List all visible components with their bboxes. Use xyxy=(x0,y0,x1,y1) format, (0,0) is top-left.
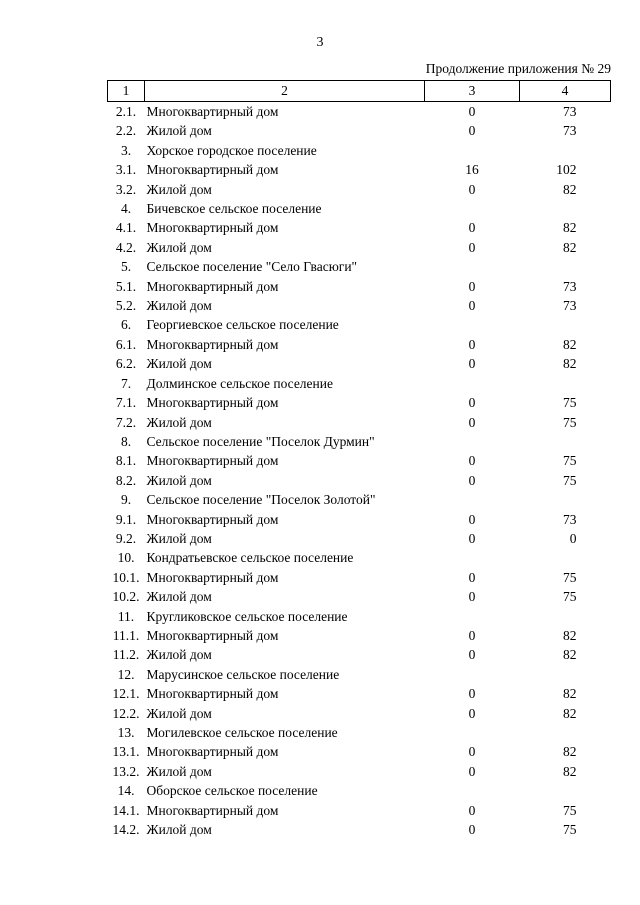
row-name: Кондратьевское сельское поселение xyxy=(146,550,354,566)
row-value-col3 xyxy=(425,607,520,626)
table-row xyxy=(108,432,611,451)
row-name: Жилой дом xyxy=(146,414,212,430)
table-row xyxy=(108,510,611,529)
table-row xyxy=(108,141,611,160)
row-value-col3: 0 xyxy=(468,356,476,372)
row-name: Кругликовское сельское поселение xyxy=(146,608,348,624)
row-value-col4: 73 xyxy=(563,511,577,527)
row-number: 3.2. xyxy=(115,181,137,197)
row-value-col4: 82 xyxy=(563,705,577,721)
row-number: 14.2. xyxy=(112,822,140,838)
row-value-col3 xyxy=(425,548,520,567)
row-name: Бичевское сельское поселение xyxy=(146,201,322,217)
table-row xyxy=(108,490,611,509)
header-cell-1: 1 xyxy=(108,81,145,102)
table-row xyxy=(108,762,611,781)
row-value-col3: 0 xyxy=(468,181,476,197)
row-number: 13.1. xyxy=(112,744,140,760)
row-value-col4: 82 xyxy=(563,239,577,255)
row-number: 6.1. xyxy=(115,336,137,352)
row-number: 8.1. xyxy=(115,453,137,469)
row-value-col4 xyxy=(520,548,611,567)
table-row xyxy=(108,587,611,606)
row-value-col3: 0 xyxy=(468,278,476,294)
row-name: Многоквартирный дом xyxy=(146,162,279,178)
row-number: 5.1. xyxy=(115,278,137,294)
table-row xyxy=(108,374,611,393)
row-value-col4: 82 xyxy=(563,220,577,236)
row-number: 8.2. xyxy=(115,472,137,488)
row-value-col3: 0 xyxy=(468,530,476,546)
row-value-col4: 82 xyxy=(563,627,577,643)
row-value-col4: 75 xyxy=(563,414,577,430)
row-number: 4. xyxy=(120,201,132,217)
row-value-col3 xyxy=(425,257,520,276)
table-row xyxy=(108,665,611,684)
row-value-col3: 0 xyxy=(468,220,476,236)
table-row xyxy=(108,277,611,296)
row-name: Долминское сельское поселение xyxy=(146,375,333,391)
row-value-col3 xyxy=(425,665,520,684)
row-number: 4.1. xyxy=(115,220,137,236)
table-row xyxy=(108,568,611,587)
row-name: Многоквартирный дом xyxy=(146,627,279,643)
row-name: Многоквартирный дом xyxy=(146,104,279,119)
row-number: 3.1. xyxy=(115,162,137,178)
table-row xyxy=(108,529,611,548)
row-name: Марусинское сельское поселение xyxy=(146,666,340,682)
row-name: Многоквартирный дом xyxy=(146,220,279,236)
row-value-col3: 0 xyxy=(468,802,476,818)
row-number: 12.1. xyxy=(112,686,140,702)
table-row xyxy=(108,451,611,470)
row-value-col4 xyxy=(520,315,611,334)
row-name: Многоквартирный дом xyxy=(146,511,279,527)
row-name: Многоквартирный дом xyxy=(146,802,279,818)
row-value-col4: 75 xyxy=(563,802,577,818)
header-cell-2: 2 xyxy=(145,81,425,102)
row-name: Многоквартирный дом xyxy=(146,395,279,411)
row-value-col4 xyxy=(520,490,611,509)
table-row xyxy=(108,548,611,567)
row-value-col3: 0 xyxy=(468,744,476,760)
row-number: 5. xyxy=(120,259,132,275)
table-row xyxy=(108,626,611,645)
row-name: Многоквартирный дом xyxy=(146,336,279,352)
row-name: Многоквартирный дом xyxy=(146,686,279,702)
row-value-col4: 75 xyxy=(563,589,577,605)
row-number: 9. xyxy=(120,492,132,508)
table-row xyxy=(108,801,611,820)
table-row xyxy=(108,102,611,122)
row-value-col4: 82 xyxy=(563,336,577,352)
table-row xyxy=(108,393,611,412)
row-name: Жилой дом xyxy=(146,589,212,605)
row-value-col3 xyxy=(425,141,520,160)
row-name: Жилой дом xyxy=(146,763,212,779)
row-number: 8. xyxy=(120,433,132,449)
row-value-col4: 82 xyxy=(563,181,577,197)
row-name: Могилевское сельское поселение xyxy=(146,725,338,740)
table-row xyxy=(108,199,611,218)
row-name: Жилой дом xyxy=(146,181,212,197)
row-number: 2.2. xyxy=(115,123,137,139)
table-row xyxy=(108,180,611,199)
table-body xyxy=(108,102,611,840)
row-number: 11.2. xyxy=(112,647,140,663)
row-number: 10.1. xyxy=(112,569,140,585)
header-row xyxy=(108,81,611,102)
row-name: Многоквартирный дом xyxy=(146,569,279,585)
row-name: Жилой дом xyxy=(146,647,212,663)
row-value-col4: 75 xyxy=(563,569,577,585)
header-cell-4: 4 xyxy=(520,81,611,102)
row-name: Оборское сельское поселение xyxy=(146,783,318,799)
row-value-col3: 0 xyxy=(468,472,476,488)
page-number: 3 xyxy=(316,35,324,50)
row-number: 10. xyxy=(117,550,135,566)
row-value-col3: 0 xyxy=(468,414,476,430)
row-value-col3: 0 xyxy=(468,705,476,721)
row-name: Многоквартирный дом xyxy=(146,453,279,469)
table-row xyxy=(108,742,611,761)
row-number: 10.2. xyxy=(112,589,140,605)
row-value-col4: 102 xyxy=(556,162,577,178)
data-table xyxy=(107,80,611,839)
row-number: 12.2. xyxy=(112,705,140,721)
row-value-col3 xyxy=(425,199,520,218)
row-number: 6. xyxy=(120,317,132,333)
row-number: 12. xyxy=(117,666,135,682)
row-value-col4: 82 xyxy=(563,647,577,663)
row-value-col4: 82 xyxy=(563,744,577,760)
table-row xyxy=(108,315,611,334)
row-value-col4 xyxy=(520,665,611,684)
row-value-col3: 0 xyxy=(468,822,476,838)
row-value-col4 xyxy=(520,257,611,276)
row-value-col3: 0 xyxy=(468,104,476,119)
row-value-col3 xyxy=(425,374,520,393)
row-value-col3: 0 xyxy=(468,763,476,779)
row-value-col4: 75 xyxy=(563,395,577,411)
row-value-col4: 73 xyxy=(563,298,577,314)
row-value-col3 xyxy=(425,432,520,451)
header-cell-3: 3 xyxy=(425,81,520,102)
table-row xyxy=(108,607,611,626)
table-row xyxy=(108,781,611,800)
row-value-col4: 82 xyxy=(563,356,577,372)
row-number: 3. xyxy=(120,142,132,158)
table-row xyxy=(108,257,611,276)
row-value-col4 xyxy=(520,781,611,800)
row-number: 9.1. xyxy=(115,511,137,527)
row-name: Многоквартирный дом xyxy=(146,744,279,760)
row-value-col3: 0 xyxy=(468,589,476,605)
row-value-col4: 73 xyxy=(563,104,577,119)
row-number: 5.2. xyxy=(115,298,137,314)
row-value-col4 xyxy=(520,374,611,393)
table-row xyxy=(108,335,611,354)
row-number: 14.1. xyxy=(112,802,140,818)
row-value-col4: 75 xyxy=(563,822,577,838)
row-number: 11.1. xyxy=(112,627,140,643)
row-name: Хорское городское поселение xyxy=(146,142,317,158)
row-name: Жилой дом xyxy=(146,123,212,139)
row-number: 2.1. xyxy=(115,104,137,119)
row-number: 7. xyxy=(120,375,132,391)
row-value-col3 xyxy=(425,315,520,334)
table-row xyxy=(108,296,611,315)
row-name: Жилой дом xyxy=(146,530,212,546)
row-value-col3: 0 xyxy=(468,395,476,411)
table-row xyxy=(108,820,611,839)
row-value-col4: 73 xyxy=(563,123,577,139)
row-value-col3 xyxy=(425,723,520,742)
row-value-col4 xyxy=(520,199,611,218)
table-header xyxy=(108,81,611,102)
row-number: 13. xyxy=(117,725,135,740)
table-row xyxy=(108,354,611,373)
row-value-col3: 0 xyxy=(468,647,476,663)
table-row xyxy=(108,684,611,703)
row-name: Сельское поселение "Село Гвасюги" xyxy=(146,259,358,275)
table-row xyxy=(108,238,611,257)
table-row xyxy=(108,723,611,742)
row-value-col3: 0 xyxy=(468,511,476,527)
row-value-col3: 0 xyxy=(468,686,476,702)
row-name: Сельское поселение "Поселок Золотой" xyxy=(146,492,376,508)
row-number: 7.2. xyxy=(115,414,137,430)
row-number: 4.2. xyxy=(115,239,137,255)
row-value-col4 xyxy=(520,141,611,160)
row-number: 13.2. xyxy=(112,763,140,779)
row-value-col4: 75 xyxy=(563,453,577,469)
table-row xyxy=(108,471,611,490)
row-name: Георгиевское сельское поселение xyxy=(146,317,339,333)
row-value-col3 xyxy=(425,490,520,509)
row-value-col4: 82 xyxy=(563,763,577,779)
row-value-col4: 75 xyxy=(563,472,577,488)
row-value-col3 xyxy=(425,781,520,800)
row-name: Жилой дом xyxy=(146,822,212,838)
row-number: 9.2. xyxy=(115,530,137,546)
row-number: 14. xyxy=(117,783,135,799)
row-name: Жилой дом xyxy=(146,472,212,488)
row-name: Жилой дом xyxy=(146,705,212,721)
row-value-col4: 73 xyxy=(563,278,577,294)
row-value-col3: 0 xyxy=(468,569,476,585)
table-row xyxy=(108,218,611,237)
row-value-col4: 82 xyxy=(563,686,577,702)
table-row xyxy=(108,645,611,664)
row-name: Сельское поселение "Поселок Дурмин" xyxy=(146,433,375,449)
row-name: Жилой дом xyxy=(146,239,212,255)
row-number: 6.2. xyxy=(115,356,137,372)
continuation-label: Продолжение приложения № 29 xyxy=(425,61,611,76)
row-value-col3: 0 xyxy=(468,453,476,469)
row-value-col3: 16 xyxy=(465,162,479,178)
table-row xyxy=(108,413,611,432)
row-name: Многоквартирный дом xyxy=(146,278,279,294)
row-number: 7.1. xyxy=(115,395,137,411)
row-value-col4 xyxy=(520,723,611,742)
row-value-col4 xyxy=(520,607,611,626)
row-value-col3: 0 xyxy=(468,298,476,314)
row-value-col3: 0 xyxy=(468,336,476,352)
row-name: Жилой дом xyxy=(146,356,212,372)
table-row xyxy=(108,121,611,140)
row-number: 11. xyxy=(117,608,135,624)
row-name: Жилой дом xyxy=(146,298,212,314)
table-row xyxy=(108,704,611,723)
row-value-col3: 0 xyxy=(468,627,476,643)
row-value-col4: 0 xyxy=(569,530,577,546)
row-value-col3: 0 xyxy=(468,123,476,139)
row-value-col4 xyxy=(520,432,611,451)
table-row xyxy=(108,160,611,179)
row-value-col3: 0 xyxy=(468,239,476,255)
